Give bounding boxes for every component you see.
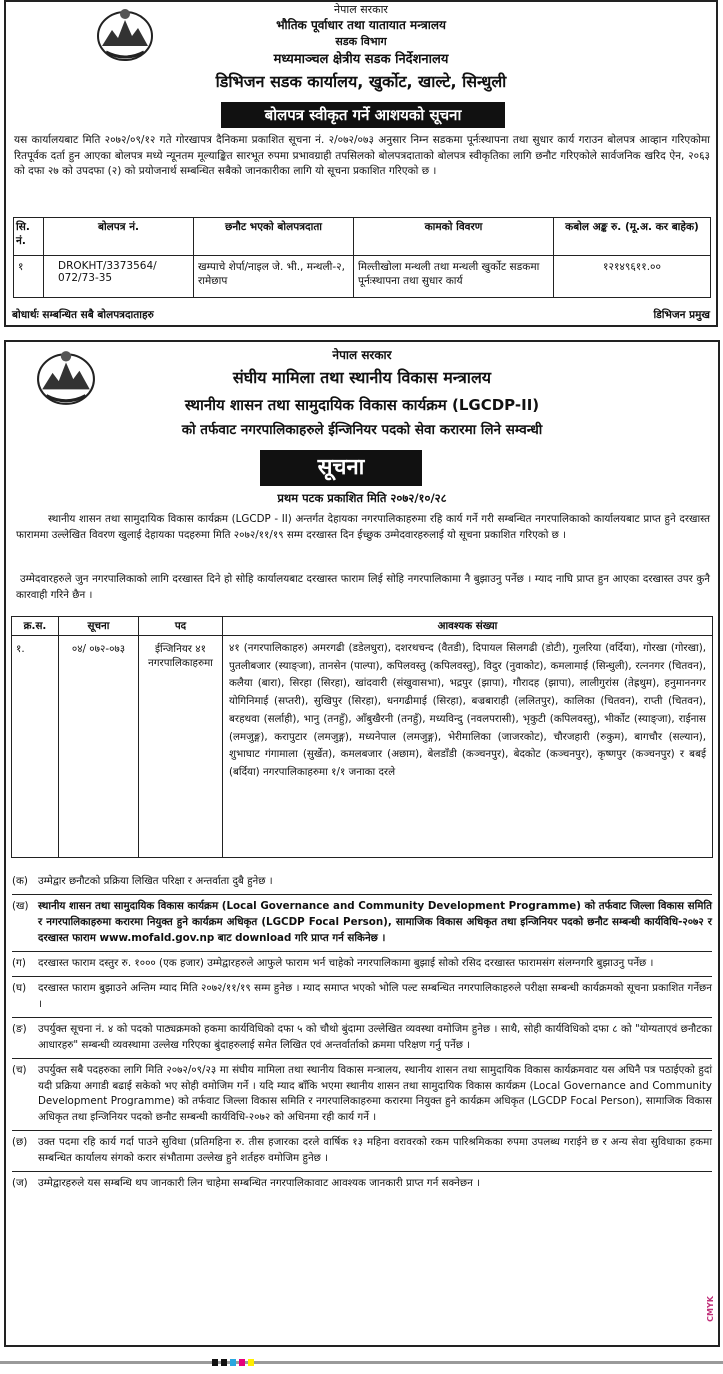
- road-office-notice: [4, 0, 718, 327]
- cmyk-mark: [707, 1296, 721, 1322]
- list-item: [12, 895, 712, 952]
- table-header: सि. नं.: [14, 218, 44, 256]
- list-mark: (ङ): [12, 1022, 27, 1035]
- list-mark: (ग): [12, 956, 26, 969]
- instruction-paragraph: उम्मेदवारहरुले जुन नगरपालिकाको लागि दरखास्त दिने हो सोहि कार्यालयबाट दरखास्त फाराम लिई सोहि नगरपालिकामा नै बुझाउनु पर्नेछ । म्याद नाघि प्राप्त हुन आएका दरखास्त उपर कुनै कारवाही गरिने छैन ।: [16, 573, 710, 601]
- table-header: क्र.स.: [12, 617, 59, 636]
- table-row: [12, 636, 713, 858]
- lgcdp-notice: [4, 340, 720, 1347]
- registration-swatch: [248, 1359, 254, 1366]
- table-header: छनौट भएको बोलपत्रदाता: [194, 218, 354, 256]
- list-mark: (क): [12, 875, 28, 887]
- table-header: पद: [139, 617, 223, 636]
- registration-marks: [212, 1359, 254, 1366]
- table-header: कामको विवरण: [354, 218, 554, 256]
- registration-swatch: [230, 1359, 236, 1366]
- list-item: [12, 952, 712, 977]
- notice-title: बोलपत्र स्वीकृत गर्ने आशयको सूचना: [221, 102, 505, 128]
- cc-line: बोधार्थः सम्बन्धित सबै बोलपत्रदाताहरु: [12, 309, 154, 321]
- table-header: बोलपत्र नं.: [44, 218, 194, 256]
- list-text: उम्मेद्वार छनौटको प्रक्रिया लिखित परिक्षा र अन्तर्वाता दुबै हुनेछ ।: [38, 875, 273, 887]
- department-line: सडक विभाग: [335, 35, 387, 48]
- list-text: उम्मेद्वारहरुले यस सम्बन्धि थप जानकारी लिन चाहेमा सम्बन्धित नगरपालिकावाट आवश्यक जानकारी प्राप्त गर्न सक्नेछन ।: [38, 1177, 481, 1190]
- cmyk-label: CMYK: [706, 1296, 715, 1322]
- publish-date: प्रथम पटक प्रकाशित मिति २०७२/१०/२८: [277, 491, 447, 505]
- office-line: डिभिजन सडक कार्यालय, खुर्कोट, खाल्टे, सिन्धुली: [215, 72, 507, 91]
- table-cell: ईन्जिनियर ४१ नगरपालिकाहरुमा: [139, 636, 223, 858]
- vacancy-table: [11, 616, 713, 858]
- conditions-list: [12, 870, 712, 1196]
- ministry-line: भौतिक पूर्वाधार तथा यातायात मन्त्रालय: [276, 18, 446, 32]
- signatory: डिभिजन प्रमुख: [653, 309, 710, 321]
- list-text: स्थानीय शासन तथा सामुदायिक विकास कार्यक्रम (Local Governance and Community Development Programme) को तर्फवाट जिल्ला विकास समिति र नगरपालिकाहरुमा करारमा नियुक्त हुने कार्यक्रम अधिकृत (LGCDP Focal Person), सामाजिक विकास अधिकृत तथा इन्जिनियर पदको छनौट सम्बन्धी कार्यविधि-२०७२ र दरखास्त फाराम www.mofald.gov.np बाट download गरि प्राप्त गर्न सकिनेछ ।: [38, 899, 712, 944]
- list-item: [12, 1172, 712, 1196]
- ministry-line: संघीय मामिला तथा स्थानीय विकास मन्त्रालय: [232, 368, 492, 387]
- table-cell: खम्पाचे शेर्पा/नाइल जे. भी., मन्थली-२, रामेछाप: [194, 256, 354, 298]
- table-cell: मिल्तीखोला मन्थली तथा मन्थली खुर्कोट सडकमा पूर्नःस्थापना तथा सुधार कार्य: [354, 256, 554, 298]
- bottom-strip: [0, 1361, 723, 1364]
- table-cell: १.: [12, 636, 59, 858]
- table-cell: DROKHT/3373564/ 072/73-35: [44, 256, 194, 298]
- table-cell: १२१४९६११.००: [554, 256, 711, 298]
- list-text: दरखास्त फाराम दस्तुर रु. १००० (एक हजार) उम्मेद्वारहरुले आफुले फाराम भर्न चाहेको नगरपालिकामा बुझाई सोको रसिद दरखास्त फारामसंग संलग्नगरि बुझाउनु पर्नेछ ।: [38, 956, 654, 969]
- list-item: [12, 870, 712, 895]
- table-cell: ४१ (नगरपालिकाहरु) अमरगढी (डडेलधुरा), दशरथचन्द (वैतडी), दिपायल सिलगढी (डोटी), गुलरिया (वर्दिया), गोरखा (गोरखा), पुतलीबजार (स्याङ्जा), तानसेन (पाल्पा), कपिलवस्तु (कपिलवस्तु), विदुर (नुवाकोट), कमलामाई (सिन्धुली), रत्ननगर (चितवन), कलैया (बारा), सिरहा (सिरहा), खांदवारी (संखुवासभा), भद्रपुर (झापा), गौरादह (झापा), लालीगुरांस (तेह्रथुम), हनुमाननगर योगिनिमाई (सप्तरी), सुखिपुर (सिरहा), धनगढीमाई (सिरहा), बज्रबाराही (ललितपुर), कालिका (चितवन), राप्ती (चितवन), बरहथवा (सर्लाही), भानु (तनहुँ), आँबुखैरनी (तनहुँ), मध्यविन्दु (नवलपरासी), भृकुटी (कपिलवस्तु), भीर्कोट (स्याङ्जा), राईनास (लमजुङ्ग), करापुटार (लमजुङ्ग), मध्यनेपाल (लमजुङ्ग), भेरीमालिका (जाजरकोट), चौरजहारी (रुकुम), बागचौर (सल्यान), शुभाघाट गंगामाला (सुर्खेत), कमलबजार (अछाम), बेलडाँडी (कञ्चनपुर), बेदकोट (कञ्चनपुर), कृष्णपुर (कञ्चनपुर) र बबई (बर्दिया) नगरपालिकाहरुमा १/१ जनाका दरले: [223, 636, 713, 858]
- list-mark: (घ): [12, 981, 27, 994]
- table-cell: १: [14, 256, 44, 298]
- notice-body: यस कार्यालयबाट मिति २०७२/०९/१२ गते गोरखापत्र दैनिकमा प्रकाशित सूचना नं. २/०७२/०७३ अनुसार निम्न सडकमा पूर्नःस्थापना तथा सुधार कार्य गराउन बोलपत्र आव्हान गरिएकोमा रितपूर्वक दर्ता हुन आएका बोलपत्र मध्ये न्यूनतम मूल्याङ्कित सारभूत रुपमा प्रभावग्राही तपसिलको बोलपत्रदाताको बोलपत्र स्वीकृतिका लागि छनौट गरिएकोले सार्वजनिक खरिद ऐन, २०६३ को दफा २७ को उपदफा (२) को प्रयोजनार्थ सम्बन्धित सबैको जानकारीका लागि यो सूचना प्रकाशित गरिएको छ ।: [14, 134, 710, 178]
- gov-line: नेपाल सरकार: [332, 348, 392, 362]
- program-line: स्थानीय शासन तथा सामुदायिक विकास कार्यक्रम (LGCDP-II): [184, 396, 540, 414]
- list-text: उपर्युक्त सबै पदहरुका लागि मिति २०७२/०९/२३ मा संघीय मामिला तथा स्थानीय विकास मन्त्रालय, स्थानीय शासन तथा सामुदायिक विकास कार्यक्रमवाट यस अघिनै पत्र पठाईएको हुदां यदी प्रक्रिया अगाडी बढाई सकेको भए सोही वमोजिम गर्ने । यदि म्याद बाँकि भएमा स्थानीय शासन तथा सामुदायिक विकास कार्यक्रम (Local Governance and Community Development Programme) को तर्फवाट जिल्ला विकास समिति र नगरपालिकाहरुमा करारमा नियुक्त हुने कार्यक्रम अधिकृत (LGCDP Focal Person), सामाजिक विकास अधिकृत तथा इन्जिनियर पदको छनौट सम्बन्धी कार्यविधि-२०७२ को अधिनमा रही कार्य गर्ने ।: [38, 1063, 712, 1124]
- table-header: आवश्यक संख्या: [223, 617, 713, 636]
- table-row: [14, 256, 711, 298]
- list-text: उक्त पदमा रहि कार्य गर्दा पाउने सुविधा (प्रतिमहिना रु. तीस हजारका दरले वार्षिक १३ महिना वरावरको रकम पारिश्रमिकका रुपमा उपलब्ध गराईने छ र अन्य सेवा सुविधाका हकमा सम्बन्धित कार्यालय संगको करार संभौतामा उल्लेख हुने शर्तहरु वमोजिम हुनेछ ।: [38, 1136, 712, 1165]
- registration-swatch: [221, 1359, 227, 1366]
- list-mark: (ज): [12, 1177, 28, 1190]
- intro-paragraph: स्थानीय शासन तथा सामुदायिक विकास कार्यक्रम (LGCDP - II) अन्तर्गत देहायका नगरपालिकाहरुमा रहि कार्य गर्ने गरी सम्बन्धित नगरपालिकाको कार्यालयबाट प्राप्त हुने दरखास्त फाराममा उल्लेखित विवरण खुलाई देहायका पदहरुमा मिति २०७२/११/१९ सम्म दरखास्त दिन ईच्छुक उम्मेदवारहरुलाई यो सूचना प्रकाशित गरिएको छ ।: [16, 513, 710, 541]
- table-cell: ०४/ ०७२-०७३: [59, 636, 139, 858]
- list-text: दरखास्त फाराम बुझाउने अन्तिम म्याद मिति २०७२/११/१९ सम्म हुनेछ । म्याद समाप्त भएको भोलि पल्ट सम्बन्धित नगरपालिकाहरुले परीक्षा सम्बन्धी कार्यक्रमको सूचना प्रकाशित गर्नेछन ।: [38, 981, 712, 1010]
- list-item: [12, 1018, 712, 1059]
- list-text: उपर्युक्त सूचना नं. ४ को पदको पाठ्यक्रमको हकमा कार्यविधिको दफा ५ को चौथो बुंदामा उल्लेखित व्यवस्था वमोजिम हुनेछ । साथै, सोही कार्यविधिको दफा ८ को "योग्यताएवं छनौटका आधारहरु" सम्बन्धी व्यवस्थामा उल्लेख गरिएका बुंदाहरुलाई समेत लिखित एवं अन्तर्वार्ताको क्रममा परिक्षण गर्नु पर्नेछ ।: [38, 1022, 712, 1051]
- registration-swatch: [212, 1359, 218, 1366]
- table-header-row: [14, 218, 711, 256]
- list-item: [12, 977, 712, 1018]
- list-mark: (छ): [12, 1136, 28, 1149]
- table-header-row: [12, 617, 713, 636]
- table-header: सूचना: [59, 617, 139, 636]
- list-item: [12, 1059, 712, 1132]
- list-mark: (च): [12, 1063, 27, 1076]
- subtitle-line: को तर्फवाट नगरपालिकाहरुले ईन्जिनियर पदको सेवा करारमा लिने सम्वन्धी: [181, 422, 543, 438]
- gov-line: नेपाल सरकार: [334, 3, 388, 16]
- table-header: कबोल अङ्क रु. (मू.अ. कर बाहेक): [554, 218, 711, 256]
- directorate-line: मध्यमाञ्चल क्षेत्रीय सडक निर्देशनालय: [273, 52, 449, 67]
- bid-table: [13, 217, 711, 298]
- list-mark: (ख): [12, 899, 29, 912]
- notice-title: सूचना: [260, 450, 422, 486]
- list-item: [12, 1131, 712, 1172]
- registration-swatch: [239, 1359, 245, 1366]
